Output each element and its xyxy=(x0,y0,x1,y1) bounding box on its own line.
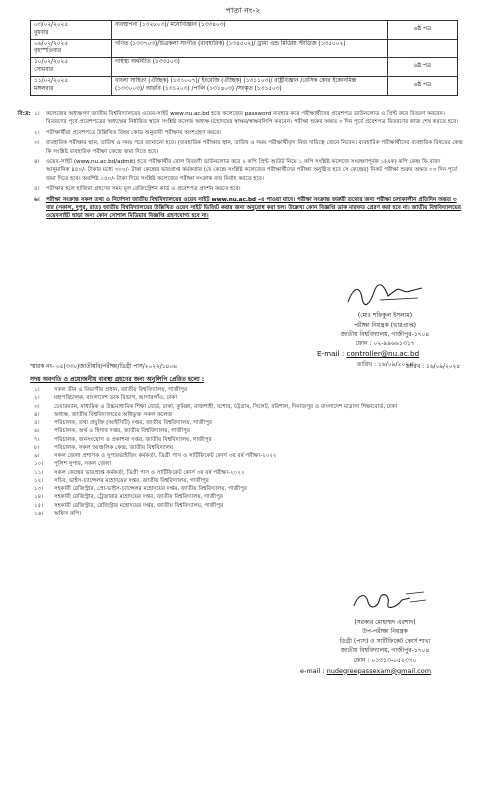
list-item: ১। সকল ডীন ও বিভাগীয় প্রধান, জাতীয় বিশ্ববিদ্যালয়, গাজীপুর xyxy=(34,387,188,393)
signer-designation: উপ-পরীক্ষা নিয়ন্ত্রক xyxy=(362,628,408,636)
subject-cell: গার্হস্থ্য অর্থনীতি (১৩৩৫০৩) xyxy=(111,58,387,77)
signer-address: জাতীয় বিশ্ববিদ্যালয়, গাজীপুর-১৭০৪ xyxy=(340,647,430,655)
signer-email-line: E-mail : controller@nu.ac.bd xyxy=(317,349,420,359)
list-item: ৩। চেয়ারম্যান, মাধ্যমিক ও উচ্চমাধ্যমিক শিক্ষা বোর্ড, ঢাকা, কুমিল্লা, রাজশাহী, যশোর, চট্টগ্রাম, সিলেট, বরিশাল, দিনাজপুর ও বাংলাদেশ মাদ্রাসা শিক্ষাবোর্ড, ঢাকা xyxy=(34,403,398,410)
note-item: ১। কলেজের অধ্যক্ষগণ জাতীয় বিশ্ববিদ্যালয়ের ওয়েব-সাইট www.nu.ac.bd হতে কলেজের password ব্যবহার করে পরীক্ষার্থীদের প্রবেশপত্র ডাউনলোড ও প্রিন্ট করে বিতরণ করবেন। বিতরণের পূর্বে প্রবেশপত্রের অধ্যক্ষের নির্ধারিত স্থানে সংশ্লিষ্ট কলেজ অধ্যক্ষ মহোদয়ের স্বাক্ষর/স্বাক্ষরলিপি করবেন। পরীক্ষা শুরুর অন্তত ৩ দিন পূর্বে প্রবেশপত্র বিতরণের কাজ শেষ করতে হবে। xyxy=(34,111,459,126)
signer-office: জাতীয় বিশ্ববিদ্যালয়, গাজীপুর-১৭০৪ xyxy=(340,330,430,338)
paper-cell: ৬ষ্ঠ পত্র xyxy=(387,21,457,40)
handwritten-signature-icon xyxy=(340,282,430,308)
note-item: ৫। পরীক্ষার হলে হাজিরা গ্রহণের সময় মূল রেজিস্ট্রেশন কার্ড ও প্রবেশপত্র প্রদর্শন করতে হবে। xyxy=(34,186,241,193)
memo-date: তারিখ : ১৬/০৯/২০২৪ xyxy=(405,364,460,370)
list-item: ৫। পরিচালক, তথ্য প্রযুক্তি (আইসিটি) দপ্তর, জাতীয় বিশ্ববিদ্যালয়, গাজীপুর xyxy=(34,420,212,427)
list-item: ১১। সকল কেন্দ্রের ভারপ্রাপ্ত কর্মকর্তা, ডিগ্রী পাস ও সার্টিফিকেট কোর্স ৩য় বর্ষ পরীক্ষা-২০২২ xyxy=(34,469,245,476)
list-item: ১০। পুলিশ সুপার, সকল জেলা xyxy=(34,461,112,468)
signer-phone: ফোন : ০১৩১৩-০৫২৩৭০ xyxy=(353,656,417,664)
signer-date: তারিখ : ১৬/০৯/২০২৪ xyxy=(356,360,414,368)
paper-cell: ৬ষ্ঠ পত্র xyxy=(387,76,457,95)
list-item: ১৬। অফিস কপি। xyxy=(34,510,82,517)
table-row xyxy=(31,76,458,95)
date-cell: ১১/০২/২০২৫ মঙ্গলবার xyxy=(31,76,112,95)
paper-cell: ৬ষ্ঠ পত্র xyxy=(387,58,457,77)
subject-cell: ব্যবস্থাপনা (১৩২৮০৩)/ মনোবিজ্ঞান (১৩৩৪০৩) xyxy=(111,21,387,40)
controller-signature-block xyxy=(295,282,475,369)
list-item: ১৩। সহকারী রেজিস্ট্রার, প্রো-ভাইস-চ্যান্সেলর মহোদয়ের দপ্তর, জাতীয় বিশ্ববিদ্যালয়, গাজীপুর xyxy=(34,486,248,493)
list-item: ৪। অধ্যক্ষ, জাতীয় বিশ্ববিদ্যালয়ের অধিভুক্ত সকল কলেজ xyxy=(34,411,173,418)
memo-number: স্মারক নং- ০৫(৩৩০)জাতীয়বি/পরীক্ষা/ডিগ্রী পাস/২০২২/১৪০৬ xyxy=(30,364,177,370)
deputy-controller-signature-block xyxy=(300,588,470,676)
list-item: ৯। সকল জেলা প্রশাসক ও সুপারভাইজিং কর্মকর্তা, ডিগ্রী পাস ও সার্টিফিকেট কোর্স ৩য় বর্ষ পরীক্ষা-২০২২ xyxy=(34,453,277,460)
handwritten-signature-icon xyxy=(340,588,430,614)
list-item: ৮। পরিচালক, সকল আঞ্চলিক কেন্দ্র, জাতীয় বিশ্ববিদ্যালয় xyxy=(34,444,174,451)
list-item: ১৫। সহকারী রেজিস্ট্রার, রেজিস্ট্রার মহোদয়ের দপ্তর, জাতীয় বিশ্ববিদ্যালয়, গাজীপুর xyxy=(34,502,224,509)
date-cell: ০৩/০২/২০২৫ বুধবার xyxy=(31,21,112,40)
list-item: ১২। সচিব, ভাইস-চ্যান্সেলর মহোদয়ের দপ্তর, জাতীয় বিশ্ববিদ্যালয়, গাজীপুর xyxy=(34,477,209,484)
note-item: ২। পরীক্ষার্থীরা প্রবেশপত্রে উল্লিখিত বিষয় কোড অনুযায়ী পরীক্ষায় অংশগ্রহণ করবে। xyxy=(34,129,222,136)
signer-office: ডিগ্রী (পাস) ও সার্টিফিকেট কোর্স শাখা xyxy=(339,637,431,645)
email-link[interactable]: controller@nu.ac.bd xyxy=(346,349,420,359)
page-number: পাতা নং-২ xyxy=(225,6,261,15)
signer-name: (সরকার মোহাম্মদ এরশাদ) xyxy=(354,618,416,626)
table-row xyxy=(31,21,458,40)
date-cell: ০৬/০২/২০২৫ বৃহস্পতিবার xyxy=(31,39,112,58)
cc-list xyxy=(34,386,464,518)
subject-cell: গণিত (১৩৩৭০৩)/চিত্রকলা সংগীত (ব্যবহারিক) (১৩৪৫০২)/ ড্রামা এন্ড মিডিয়া স্টাডিজ (১৩৫০০২) xyxy=(111,39,387,58)
paper-cell xyxy=(387,39,457,58)
subject-cell: বাংলা সাহিত্য (ঐচ্ছিক) (১৩১০০৭)/ ইংরেজি (ঐচ্ছিক) (১৩১১০৩)/ রাষ্ট্রবিজ্ঞান /বেসিক কোর ইকোনমিক্স (১৩৩০০৩)/ আরবি (১৩১২০৩) /পালি (১৩১৪০৩) /সংস্কৃত (১৩১৫০৩) xyxy=(111,76,387,95)
signer-designation: পরীক্ষা নিয়ন্ত্রক (ভারপ্রাপ্ত) xyxy=(353,321,417,329)
email-link[interactable]: nudegreepassexam@gmail.com xyxy=(326,666,432,675)
notes-section xyxy=(18,110,463,223)
signer-email-line: e-mail : nudegreepassexam@gmail.com xyxy=(300,666,432,675)
signer-phone: ফোন : ০২-৯৯৬৬১৩১৭ xyxy=(355,340,415,348)
memo-line xyxy=(30,362,470,372)
notes-heading: বি:দ্র: xyxy=(18,111,31,117)
signer-name: (মোঃ শফিকুল ইসলাম) xyxy=(357,312,413,320)
list-item: ৬। পরিচালক, অর্থ ও হিসাব দপ্তর, জাতীয় বিশ্ববিদ্যালয়, গাজীপুর xyxy=(34,428,190,435)
list-item: ৭। পরিচালক, জনসংযোগ ও প্রকাশনা দপ্তর, জাতীয় বিশ্ববিদ্যালয়, গাজীপুর xyxy=(34,436,212,443)
list-item: ২। মহাপরিচালক, বাংলাদেশ ডাক বিভাগ, আগারগাঁও, ঢাকা xyxy=(34,395,177,402)
table-row xyxy=(31,58,458,77)
note-item: ৪। ওয়েব-সাইট (www.nu.ac.bd/admit) হতে পরীক্ষার্থীর রোল বিবরণী ডাউনলোড করে ২ কপি প্রিন্ট আউট নিয়ে ১ কপি সংশ্লিষ্ট কলেজে সংরক্ষণপূর্বক ১(এক) কপি কেন্দ্র ফি বাবদ আনুমানিক ৪৫০/- টাকার মধ্যে ৩০০/- টাকা কেন্দ্রের ভারপ্রাপ্ত কর্মকর্তার (যে কেন্দ্রে সংশ্লিষ্ট কলেজের পরীক্ষার্থীদের পরীক্ষা অনুষ্ঠিত হবে সে কেন্দ্রের) নিকট পরীক্ষা শুরুর অন্তত ০৩ দিন পূর্বে জমা দিতে হবে। অবশিষ্ট ১৫০/- টাকা দিয়ে সংশ্লিষ্ট কলেজের পরীক্ষা সংক্রান্ত ব্যয় নির্বাহ করতে হবে। xyxy=(34,158,457,182)
list-item: ১৪। সহকারী রেজিস্ট্রার, ট্রেজারার মহোদয়ের দপ্তর, জাতীয় বিশ্ববিদ্যালয়, গাজীপুর xyxy=(34,494,224,501)
exam-schedule-table xyxy=(30,20,458,96)
date-cell: ১০/০২/২০২৫ সোমবার xyxy=(31,58,112,77)
cc-title: সদয় অবগতি ও প্রয়োজনীয় ব্যবস্থা গ্রহণের জন্য অনুলিপি প্রেরিত হলো : xyxy=(30,376,205,383)
note-item: ৩। ব্যবহারিক পরীক্ষার স্থান, তারিখ ও সময় পরে জানানো হবে। (ব্যবহারিক পরীক্ষার স্থান, তারিখ ও সময় পরীক্ষার্থীবৃন্দ নিজ দায়িত্বে জেনে নিবেন। ব্যবহারিক পরীক্ষার্থীদের ব্যবহারিক বিষয়ের কেন্দ্র কি সংশ্লিষ্ট ব্যবহারিক পরীক্ষা কেন্দ্রে জমা দিতে হবে। xyxy=(34,140,463,155)
table-row xyxy=(31,39,458,58)
note-item-important: ৬। পরীক্ষা সংক্রান্ত সকল তথ্য ও নির্দেশনা জাতীয় বিশ্ববিদ্যালয়ের ওয়েব সাইট www.nu.ac.bd -এ পাওয়া যাবে। পরীক্ষা সংক্রান্ত জরুরী তথ্যের জন্য পরীক্ষা চলাকালীন প্রতিদিন অন্তত ৩ বার (সকাল, দুপুর, রাত) জাতীয় বিশ্ববিদ্যালয়ের উল্লিখিত ওয়েব সাইট ভিজিট করার জন্য অনুরোধ করা হল। উল্লেখ্য কোন বিজ্ঞপ্তি ডাক মারফত প্রেরণ করা হবে না। জাতীয় বিশ্ববিদ্যালয়ের ওয়েবসাইট ছাড়া অন্য কোন সোশাল মিডিয়ার বিজ্ঞপ্তি গ্রহণযোগ্য হবে না। xyxy=(34,196,461,220)
